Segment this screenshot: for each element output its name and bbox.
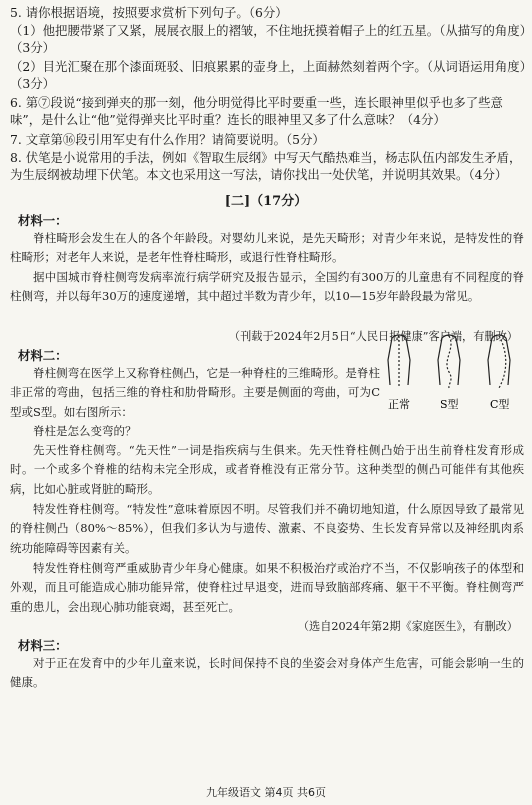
material-3-paragraph-1 <box>10 654 524 693</box>
s-torso-outline <box>438 335 460 385</box>
material-1-paragraph-1 <box>10 229 524 268</box>
material-2-paragraph-1 <box>10 364 380 422</box>
question-8: 8. 伏笔是小说常用的手法，例如《智取生辰纲》中写天气酷热难当，杨志队伍内部发生矛盾，为生辰纲被劫埋下伏笔。本文也采用这一写法，请你找出一处伏笔，并说明其效果。（4分） <box>10 150 522 182</box>
material-1-text-1: 脊柱畸形会发生在人的各个年龄段。对婴幼儿来说，是先天畸形；对青少年来说，是特发性的脊柱畸形；对老年人来说，是老年性脊柱畸形，或退行性脊柱畸形。 <box>10 231 524 265</box>
page-footer: 九年级语文 第4页 共6页 <box>206 786 326 799</box>
question-5-part-2: （2）目光汇聚在那个漆面斑驳、旧痕累累的壶身上，上面赫然刻着两个字。（从词语运用角度）（3分） <box>10 59 526 91</box>
c-torso-outline <box>488 335 510 385</box>
material-1-source: （刊载于2024年2月5日“人民日报健康”客户端，有删改） <box>228 330 518 343</box>
material-2-source: （选自2024年第2期《家庭医生》，有删改） <box>297 620 518 633</box>
figure-label-normal: 正常 <box>388 398 410 411</box>
material-2-paragraph-3 <box>10 441 524 499</box>
material-2-paragraph-2 <box>10 422 380 441</box>
material-3-text-1: 对于正在发育中的少年儿童来说，长时间保持不良的坐姿会对身体产生危害，可能会影响一生的健康。 <box>10 656 524 690</box>
material-2-label: 材料二： <box>18 348 68 363</box>
question-7: 7. 文章第⑯段引用军史有什么作用？请简要说明。（5分） <box>10 132 325 147</box>
question-6: 6. 第⑦段说“接到弹夹的那一刻，他分明觉得比平时要重一些，连长眼神里似乎也多了些意味”，是什么让“他”觉得弹夹比平时重？连长的眼神里又多了什么意味？（4分） <box>10 95 503 127</box>
s-spine-line <box>447 336 451 388</box>
material-1-paragraph-2 <box>10 268 524 307</box>
question-5-stem: 5. 请你根据语境，按照要求赏析下列句子。（6分） <box>10 5 288 20</box>
figure-label-c: C型 <box>490 398 510 411</box>
material-2-text-4: 特发性脊柱侧弯。“特发性”意味着原因不明。尽管我们并不确切地知道，什么原因导致了最常见的脊柱侧凸（80%～85%），但我们多认为与遗传、激素、不良姿势、生长发育异常以及神经肌肉系统功能障碍等因素有关。 <box>10 502 524 555</box>
c-spine-line <box>499 336 506 388</box>
material-2-text-5: 特发性脊柱侧弯严重威胁青少年身心健康。如果不积极治疗或治疗不当，不仅影响孩子的体型和外观，而且可能造成心肺功能异常，使脊柱过早退变，进而导致脑部疼痛、躯干不平衡。脊柱侧弯严重的患儿，会出现心肺功能衰竭，甚至死亡。 <box>10 561 524 614</box>
material-1-text-2: 据中国城市脊柱侧弯发病率流行病学研究及报告显示，全国约有300万的儿童患有不同程度的脊柱侧弯，并以每年30万的速度递增，其中超过半数为青少年，以10—15岁年龄段最为常见。 <box>10 270 524 304</box>
material-2-paragraph-5 <box>10 559 524 617</box>
material-2-text-2: 脊柱是怎么变弯的？ <box>33 424 137 438</box>
section-heading: [二]（17分） <box>224 194 308 209</box>
material-3-label: 材料三： <box>18 638 68 653</box>
material-2-text-1: 脊柱侧弯在医学上又称脊柱侧凸，它是一种脊柱的三维畸形。是脊柱非正常的弯曲，包括三维的脊柱和肋骨畸形。主要是侧面的弯曲，可为C型或S型。如右图所示： <box>10 366 380 419</box>
spine-comparison-figure <box>382 330 530 430</box>
material-2-paragraph-4 <box>10 500 524 558</box>
material-2-text-3: 先天性脊柱侧弯。“先天性”一词是指疾病与生俱来。先天性脊柱侧凸始于出生前脊柱发育形成时。一个或多个脊椎的结构未完全形成，或者脊椎没有正常分节。这种类型的侧凸可能伴有其他疾病，比如心脏或肾脏的畸形。 <box>10 443 524 496</box>
figure-label-s: S型 <box>440 398 459 411</box>
question-5-part-1: （1）他把腰带紧了又紧，展展衣服上的褶皱，不住地抚摸着帽子上的红五星。（从描写的角度）（3分） <box>10 23 526 55</box>
material-1-label: 材料一： <box>18 213 68 228</box>
